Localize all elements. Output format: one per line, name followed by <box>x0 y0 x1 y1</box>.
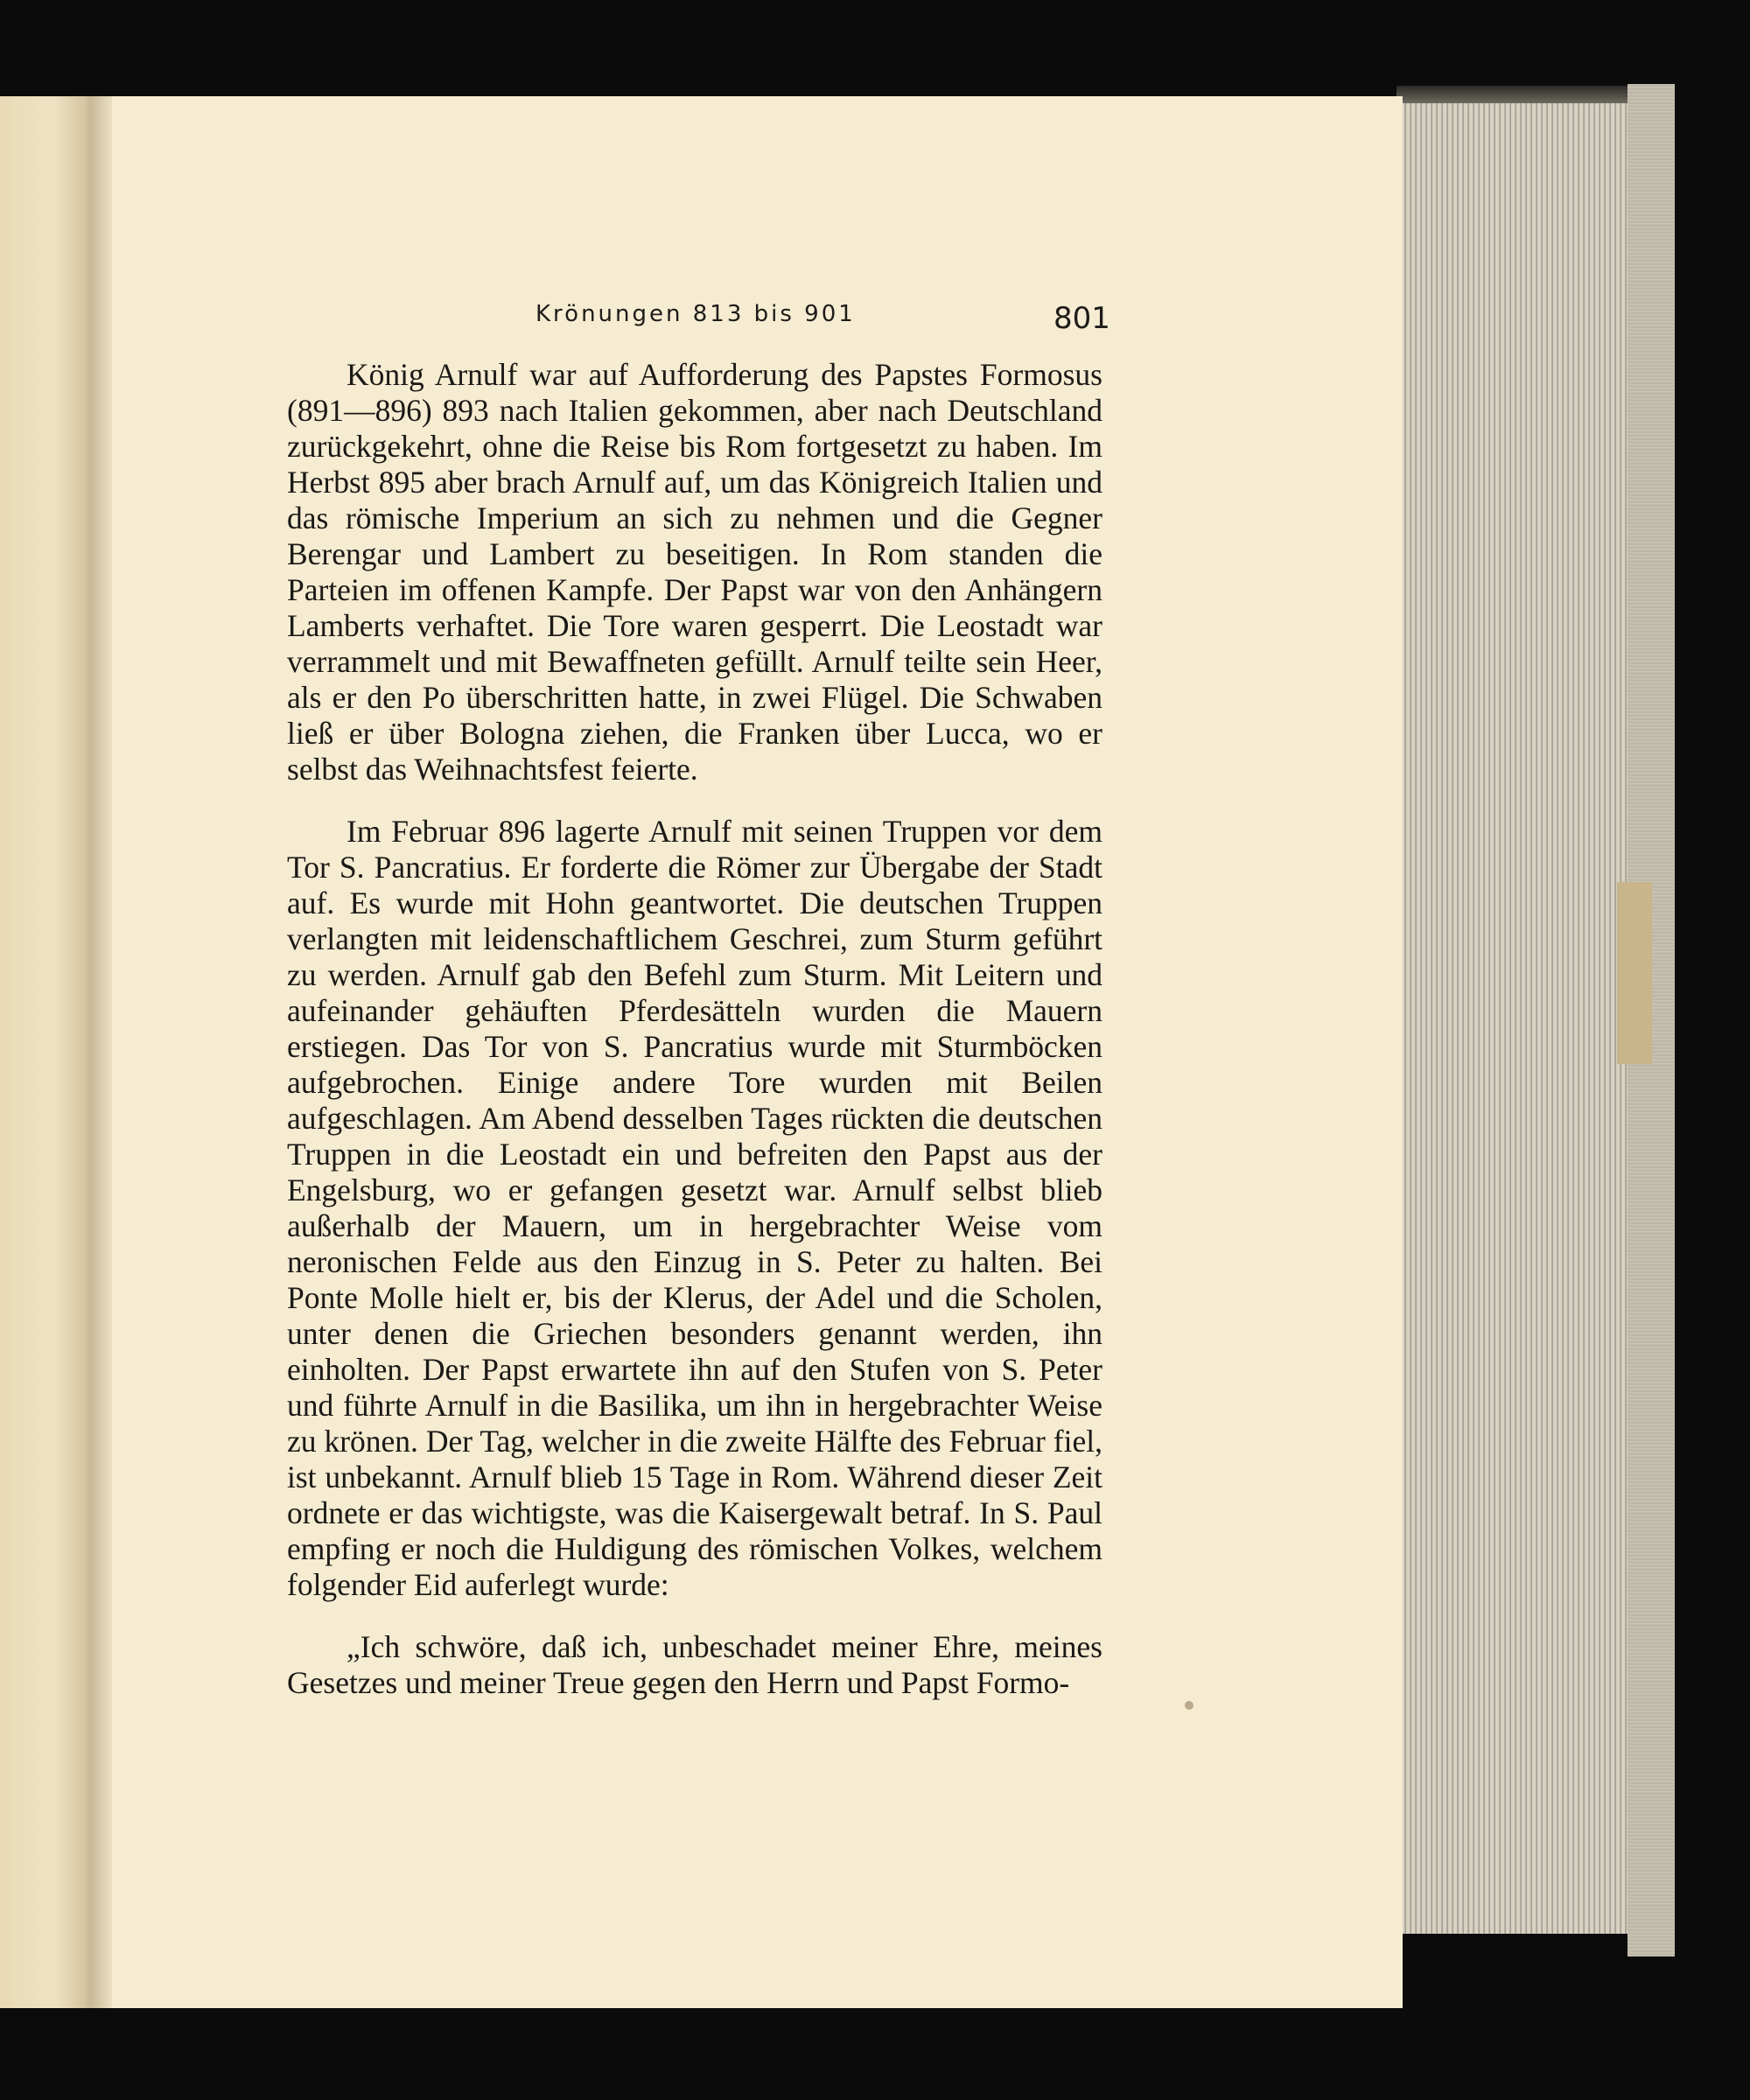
left-page-edge <box>0 96 98 2008</box>
page-number: 801 <box>1054 301 1110 336</box>
body-text <box>287 357 1102 1701</box>
running-head: Krönungen 813 bis 901 <box>536 301 856 327</box>
oath-quote: „Ich schwöre, daß ich, unbeschadet meiner Ehre, meines Gesetzes und meiner Treue gegen den Herrn und Papst Formo- <box>287 1629 1102 1700</box>
paragraph: König Arnulf war auf Aufforderung des Papstes Formosus (891—896) 893 nach Italien gekommen, aber nach Deutschland zurückgekehrt, ohne die Reise bis Rom fortgesetzt zu haben. Im Herbst 895 aber brach Arnulf auf, um das Königreich Italien und das römische Imperium an sich zu nehmen und die Gegner Berengar und Lambert zu beseitigen. In Rom standen die Parteien im offenen Kampfe. Der Papst war von den Anhängern Lamberts verhaftet. Die Tore waren gesperrt. Die Leostadt war verrammelt und mit Bewaffneten gefüllt. Arnulf teilte sein Heer, als er den Po überschritten hatte, in zwei Flügel. Die Schwaben ließ er über Bologna ziehen, die Franken über Lucca, wo er selbst das Weihnachtsfest feierte. <box>287 357 1102 787</box>
paper-spot <box>1185 1701 1194 1710</box>
page-stack-fore-edge <box>1396 103 1648 1934</box>
bookmark-ribbon <box>1617 882 1652 1064</box>
paragraph: Im Februar 896 lagerte Arnulf mit seinen Truppen vor dem Tor S. Pancratius. Er forderte die Römer zur Übergabe der Stadt auf. Es wurde mit Hohn geantwortet. Die deutschen Truppen verlangten mit leidenschaftlichem Geschrei, zum Sturm geführt zu werden. Arnulf gab den Befehl zum Sturm. Mit Leitern und aufeinander gehäuften Pferdesätteln wurden die Mauern erstiegen. Das Tor von S. Pancratius wurde mit Sturmböcken aufgebrochen. Einige andere Tore wurden mit Beilen aufgeschlagen. Am Abend desselben Tages rückten die deutschen Truppen in die Leostadt ein und befreiten den Papst aus der Engelsburg, wo er gefangen gesetzt war. Arnulf selbst blieb außerhalb der Mauern, um in hergebrachter Weise vom neronischen Felde aus den Einzug in S. Peter zu halten. Bei Ponte Molle hielt er, bis der Klerus, der Adel und die Scholen, unter denen die Griechen besonders genannt werden, ihn einholten. Der Papst erwartete ihn auf den Stufen von S. Peter und führte Arnulf in die Basilika, um ihn in hergebrachter Weise zu krönen. Der Tag, welcher in die zweite Hälfte des Februar fiel, ist unbekannt. Arnulf blieb 15 Tage in Rom. Während dieser Zeit ordnete er das wichtigste, was die Kaisergewalt betraf. In S. Paul empfing er noch die Huldigung des römischen Volkes, welchem folgender Eid auferlegt wurde: <box>287 814 1102 1602</box>
